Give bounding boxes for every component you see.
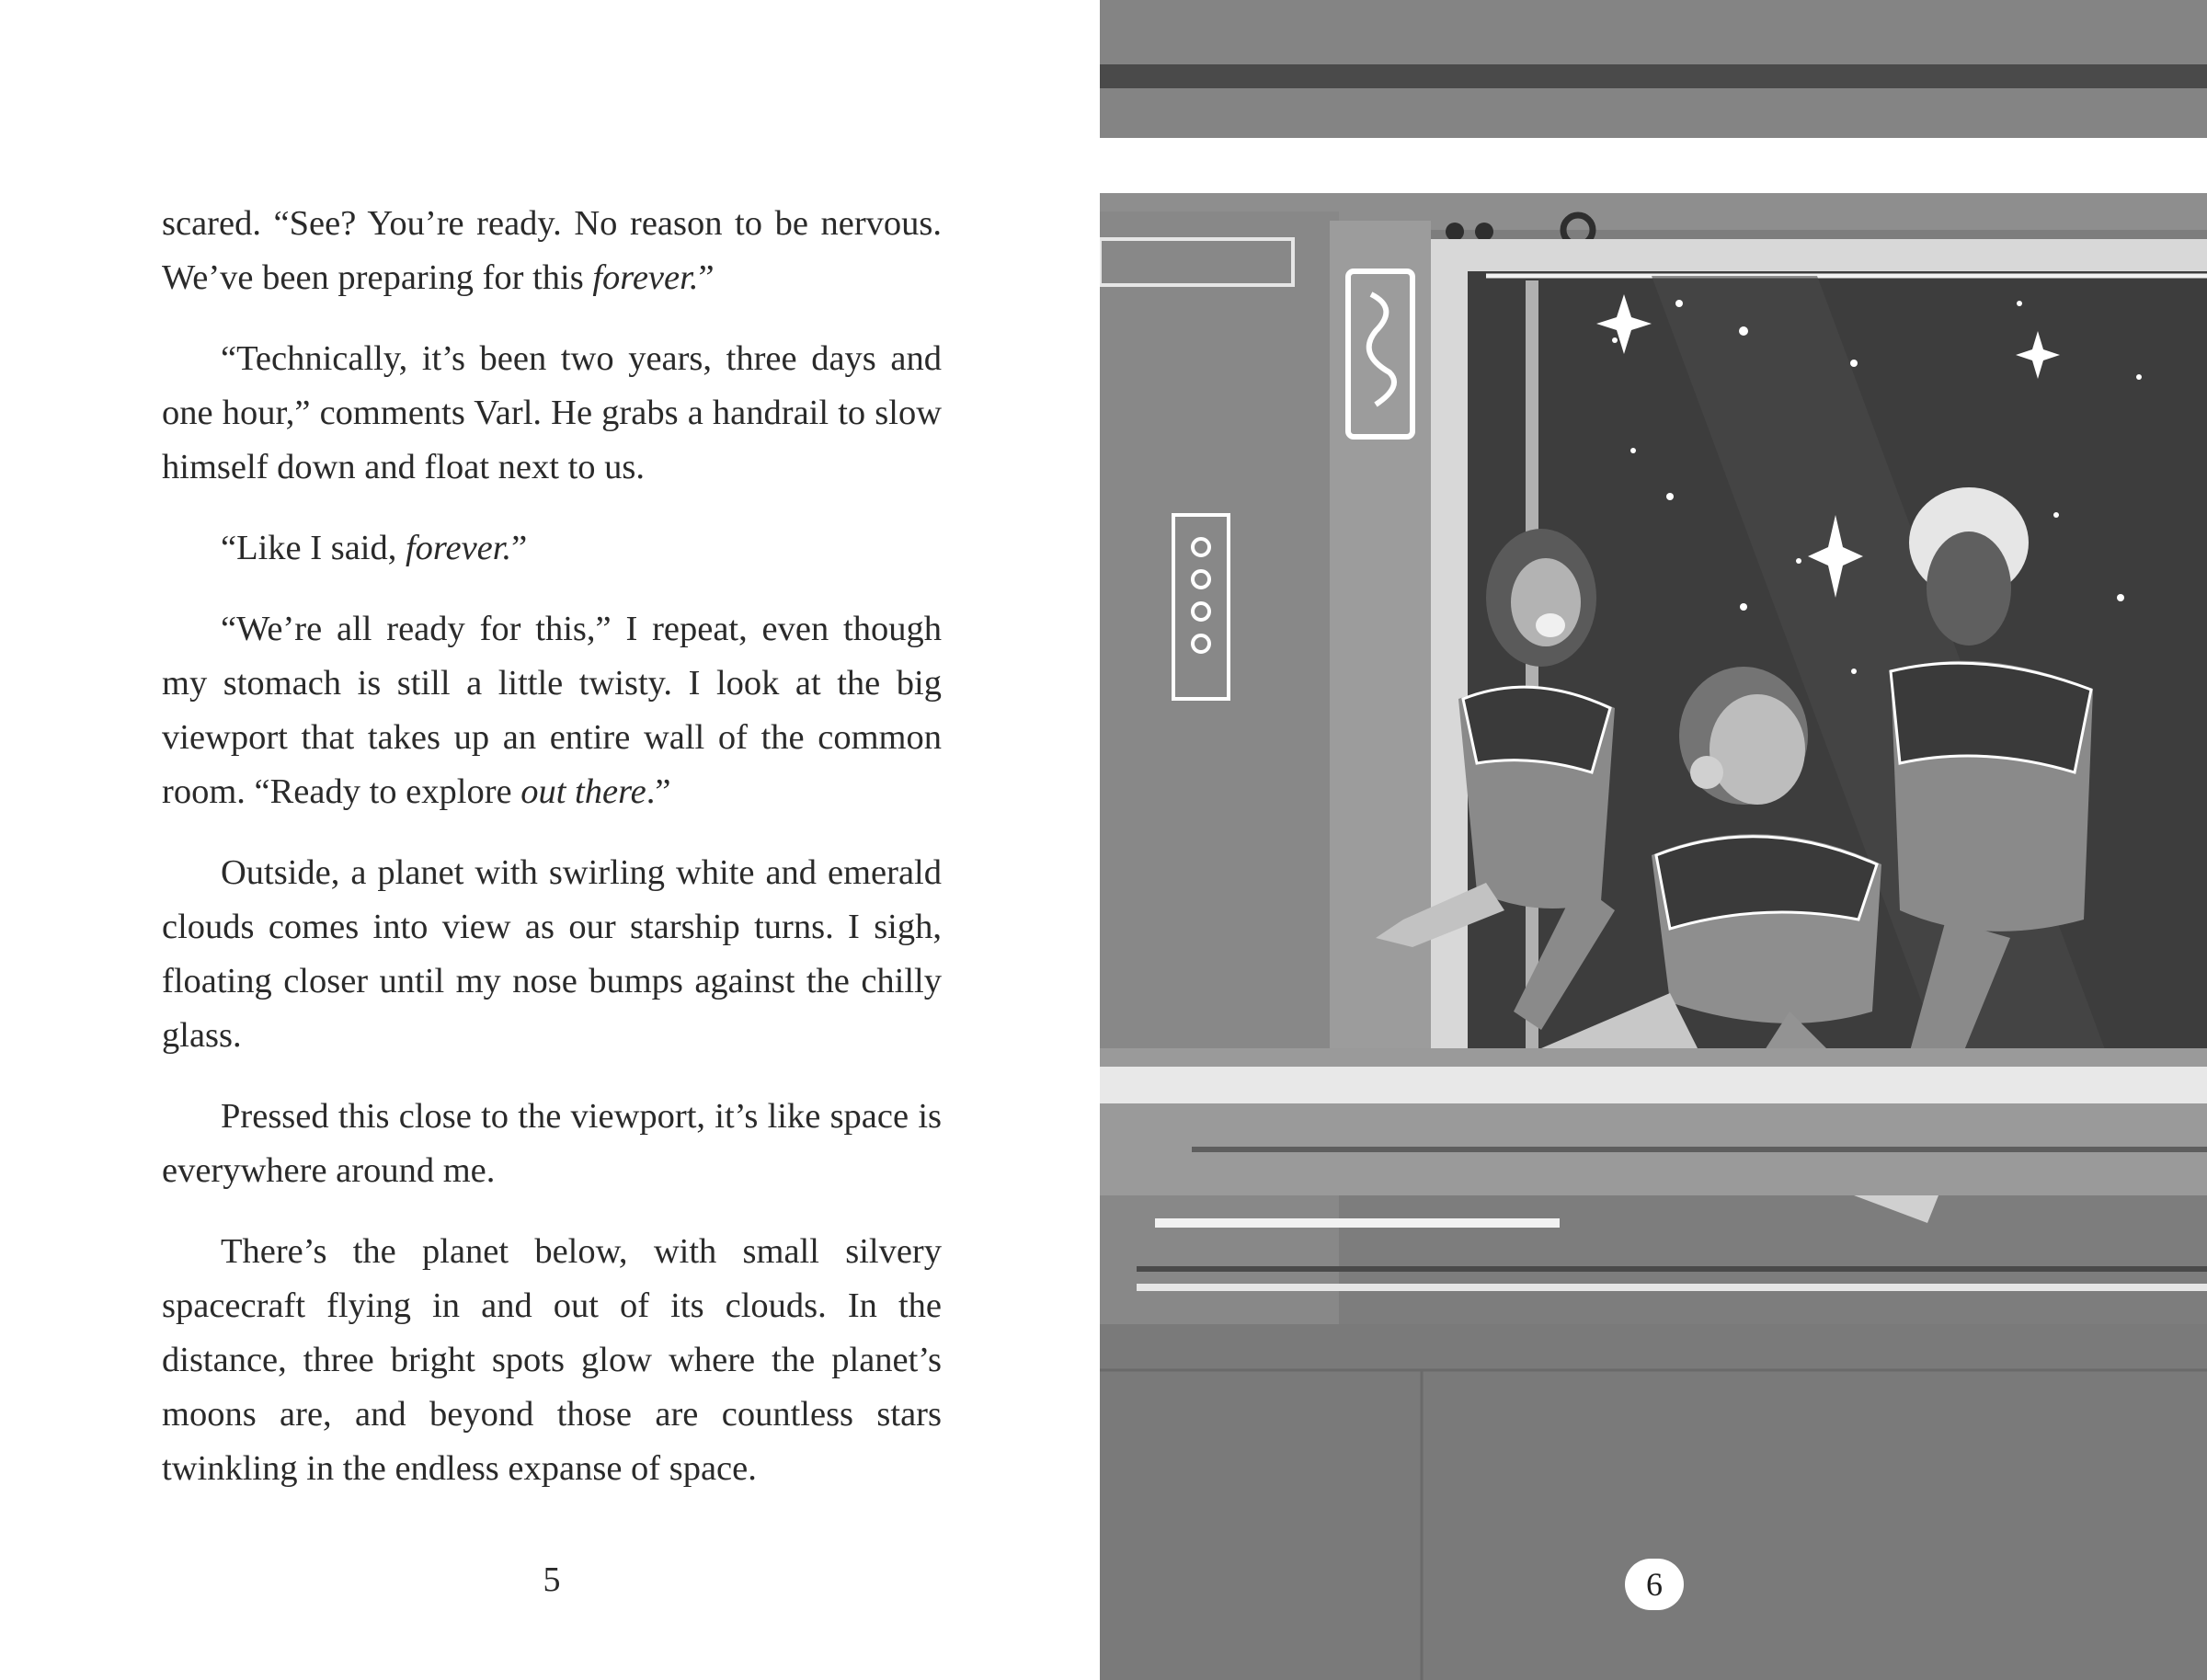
text-segment: .” <box>646 772 671 811</box>
dial-dot <box>1475 223 1493 241</box>
girl-cape <box>1463 687 1610 772</box>
paragraph <box>162 521 942 576</box>
paragraph <box>162 1225 942 1496</box>
text-segment: ” <box>511 529 528 567</box>
italic-text: out there <box>520 772 646 811</box>
text-segment: Outside, a planet with swirling white and emerald clouds comes into view as our starship turns. I sigh, floating closer until my nose bumps against the chilly glass. <box>162 853 942 1055</box>
lower-wall <box>1100 1324 2207 1680</box>
paragraph <box>162 846 942 1063</box>
dial-dot <box>1446 223 1464 241</box>
paragraph <box>162 197 942 305</box>
boy-face <box>1710 694 1805 805</box>
text-segment: “We’re all ready for this,” I repeat, even though my stomach is still a little twisty. I look at the big viewport that takes up an entire wall of the common room. “Ready to explore <box>162 610 942 811</box>
text-segment: “Technically, it’s been two years, three days and one hour,” comments Varl. He grabs a handrail to slow himself down and float next to us. <box>162 339 942 486</box>
illustration <box>1100 0 2207 1680</box>
sill-light <box>1100 1067 2207 1103</box>
left-page <box>0 0 1100 1680</box>
ceiling-rail <box>1100 64 2207 88</box>
body-text <box>162 197 942 1523</box>
page-number-right: 6 <box>1625 1559 1684 1610</box>
paragraph <box>162 602 942 819</box>
text-segment: “Like I said, <box>221 529 406 567</box>
text-segment: There’s the planet below, with small silvery spacecraft flying in and out of its clouds. In the distance, three bright spots glow where the planet’s moons are, and beyond those are countless stars twinkling in the endless expanse of space. <box>162 1232 942 1488</box>
boy-hand <box>1690 756 1723 789</box>
paragraph <box>162 1090 942 1198</box>
tall-kid-cape <box>1891 663 2091 772</box>
paragraph <box>162 332 942 495</box>
page-number-left: 5 <box>543 1560 561 1599</box>
wall-column <box>1330 221 1431 1140</box>
text-segment: scared. “See? You’re ready. No reason to be nervous. We’ve been preparing for this <box>162 204 942 297</box>
oxygen-mask <box>1536 613 1565 637</box>
italic-text: forever. <box>592 258 699 297</box>
light-strip <box>1100 138 2207 193</box>
italic-text: forever. <box>405 529 512 567</box>
text-segment: ” <box>698 258 715 297</box>
text-segment: Pressed this close to the viewport, it’s like space is everywhere around me. <box>162 1097 942 1190</box>
right-page <box>1100 0 2207 1680</box>
tall-kid-face <box>1927 531 2011 646</box>
